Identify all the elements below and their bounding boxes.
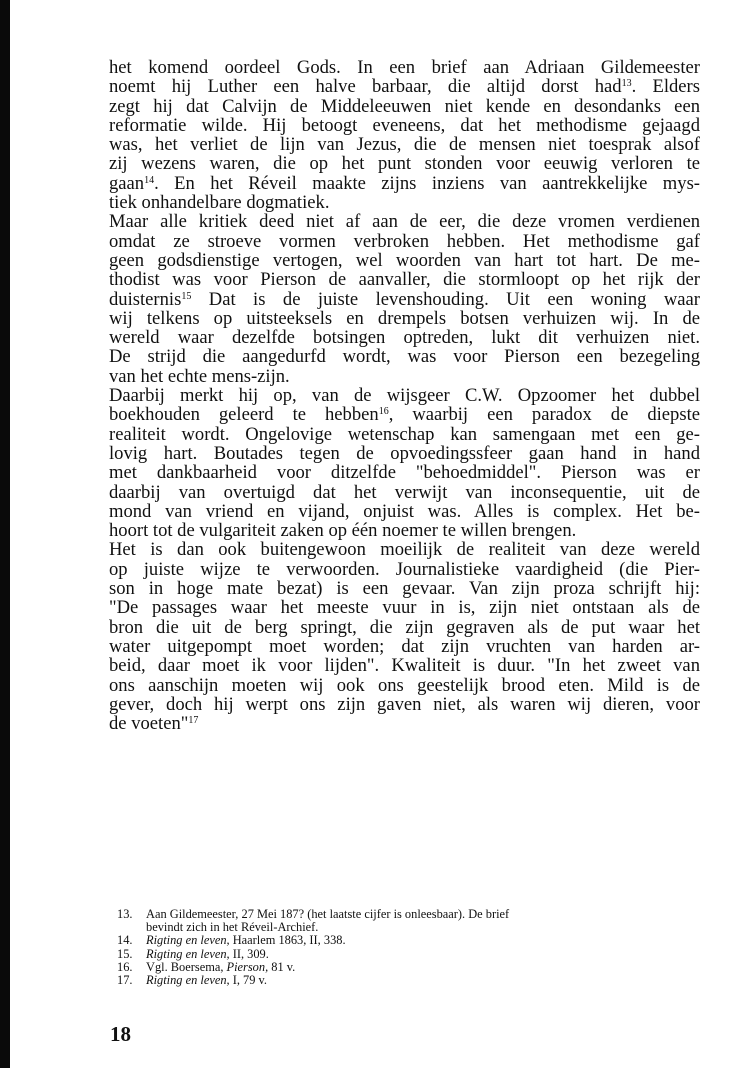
text-fragment: Het is dan ook buitengewoon moeilijk de realiteit van deze wereld (109, 539, 700, 561)
footnote-text: Vgl. Boersema, (146, 959, 227, 974)
text-line (109, 212, 700, 231)
text-fragment: het komend oordeel Gods. In een brief aan Adriaan Gildemeester (109, 57, 700, 78)
footnote-reference: 15 (181, 290, 192, 302)
text-fragment: realiteit wordt. Ongelovige wetenschap kan samengaan met een ge- (109, 423, 700, 445)
text-line (109, 193, 700, 212)
text-line (109, 386, 700, 405)
text-fragment: boekhouden geleerd te hebben (109, 404, 379, 426)
text-fragment: gaan (109, 172, 145, 194)
footnote-number: 15. (117, 946, 133, 961)
footnote-number: 13. (117, 907, 133, 921)
text-line (109, 540, 700, 559)
text-line (109, 637, 700, 656)
text-line (109, 521, 700, 540)
text-line (109, 579, 700, 598)
footnote-text: II, 309. (229, 946, 269, 961)
text-fragment: met dankbaarheid voor ditzelfde "behoedmiddel". Pierson was er (109, 462, 700, 484)
text-fragment: mond van vriend en vijand, onjuist was. Alles is complex. Het be- (109, 500, 700, 522)
text-fragment: daarbij van overtuigd dat het verwijt van inconsequentie, uit de (109, 481, 700, 503)
text-line (109, 77, 700, 96)
text-fragment: geen godsdienstige vertogen, wel woorden van hart tot hart. De me- (109, 249, 700, 271)
text-fragment: Daarbij merkt hij op, van de wijsgeer C.W. Opzoomer het dubbel (109, 385, 700, 407)
text-fragment: gever, doch hij werpt ons zijn gaven niet, als waren wij dieren, voor (109, 693, 700, 715)
text-fragment: zij wezens waren, die op het punt stonden voor eeuwig verloren te (109, 153, 700, 175)
text-line (109, 309, 700, 328)
footnote-text: 81 v. (268, 959, 296, 974)
footnotes (117, 908, 707, 987)
text-fragment: noemt hij Luther een halve barbaar, die altijd dorst had (109, 76, 622, 98)
footnote-reference: 14 (144, 174, 155, 186)
text-line (109, 444, 700, 463)
text-fragment: , waarbij een paradox de diepste (388, 404, 700, 426)
text-line (109, 251, 700, 270)
footnote-text: I, 79 v. (229, 973, 268, 988)
text-fragment: beid, daar moet ik voor lijden". Kwaliteit is duur. "In het zweet van (109, 655, 700, 677)
text-line (109, 347, 700, 366)
text-fragment: was, het verliet de lijn van Jezus, die de mensen niet toesprak alsof (109, 134, 700, 156)
text-line (109, 502, 700, 521)
text-fragment: lovig hart. Boutades tegen de opvoedingssfeer gaan hand in hand (109, 442, 700, 464)
text-fragment: thodist was voor Pierson de aanvaller, die stormloopt op het rijk der (109, 269, 700, 291)
text-line (109, 135, 700, 154)
text-line (109, 367, 700, 386)
footnote-text: Haarlem 1863, II, 338. (229, 933, 346, 948)
footnote-reference: 16 (378, 406, 389, 418)
text-line (109, 463, 700, 482)
text-fragment: omdat ze stroeve vormen verbroken hebben. Het methodisme gaf (109, 230, 700, 252)
text-line (109, 154, 700, 173)
text-fragment: de voeten" (109, 713, 189, 735)
text-line (109, 425, 700, 444)
footnote-number: 17. (117, 973, 133, 988)
text-line (109, 232, 700, 251)
footnote-title: Rigting en leven, (146, 933, 230, 948)
text-fragment: reformatie wilde. Hij betoogt eveneens, dat het methodisme gejaagd (109, 114, 700, 136)
footnote-title: Rigting en leven, (146, 946, 230, 961)
text-fragment: zegt hij dat Calvijn de Middeleeuwen niet kende en desondanks een (109, 95, 700, 117)
text-line (109, 328, 700, 347)
text-line (109, 174, 700, 193)
text-fragment: wij telkens op uitsteeksels en drempels botsen verhuizen wij. In de (109, 307, 700, 329)
text-line (109, 714, 700, 733)
text-line (109, 58, 700, 77)
footnote-title: Rigting en leven, (146, 973, 230, 988)
text-fragment: . Elders (631, 76, 700, 98)
text-fragment: wereld waar dezelfde botsingen optreden, lukt dit verhuizen niet. (109, 327, 700, 349)
text-line (109, 97, 700, 116)
body-text (109, 58, 700, 733)
text-fragment: van het echte mens-zijn. (109, 365, 290, 387)
footnote (117, 974, 707, 987)
text-fragment: water uitgepompt moet worden; dat zijn vruchten van harden ar- (109, 635, 700, 657)
text-line (109, 483, 700, 502)
text-fragment: De strijd die aangedurfd wordt, was voor Pierson een bezegeling (109, 346, 700, 368)
text-fragment: son in hoge mate bezat) is een gevaar. Van zijn proza schrijft hij: (109, 578, 700, 600)
text-fragment: Dat is de juiste levenshouding. Uit een woning waar (191, 288, 700, 310)
text-fragment: Maar alle kritiek deed niet af aan de eer, die deze vromen verdienen (109, 211, 700, 233)
footnote-text: bevindt zich in het Réveil-Archief. (146, 920, 319, 935)
text-fragment: "De passages waar het meeste vuur in is, zijn niet ontstaan als de (109, 597, 700, 619)
scan-binding-edge (0, 0, 10, 1068)
footnote-number: 16. (117, 959, 133, 974)
text-fragment: duisternis (109, 288, 182, 310)
page-number: 18 (110, 1022, 131, 1046)
text-line (109, 695, 700, 714)
text-line (109, 116, 700, 135)
footnote-reference: 17 (188, 715, 199, 727)
text-line (109, 290, 700, 309)
text-line (109, 405, 700, 424)
footnote-title: Pierson, (226, 959, 269, 974)
footnote-reference: 13 (621, 78, 632, 90)
text-line (109, 270, 700, 289)
text-fragment: op juiste wijze te verwoorden. Journalistieke vaardigheid (die Pier- (109, 558, 700, 580)
footnote-number: 14. (117, 933, 133, 948)
text-line (109, 656, 700, 675)
text-fragment: ons aanschijn moeten wij ook ons geestelijk brood eten. Mild is de (109, 674, 700, 696)
text-line (109, 560, 700, 579)
footnote-text: Aan Gildemeester, 27 Mei 187? (het laatste cijfer is onleesbaar). De brief (146, 907, 510, 921)
text-fragment: bron die uit de berg springt, die zijn gegraven als de put waar het (109, 616, 700, 638)
text-line (109, 618, 700, 637)
text-fragment: tiek onhandelbare dogmatiek. (109, 192, 330, 214)
text-line (109, 676, 700, 695)
text-line (109, 598, 700, 617)
text-fragment: hoort tot de vulgariteit zaken op één noemer te willen brengen. (109, 520, 577, 542)
text-fragment: . En het Réveil maakte zijns inziens van aantrekkelijke mys- (154, 172, 700, 194)
